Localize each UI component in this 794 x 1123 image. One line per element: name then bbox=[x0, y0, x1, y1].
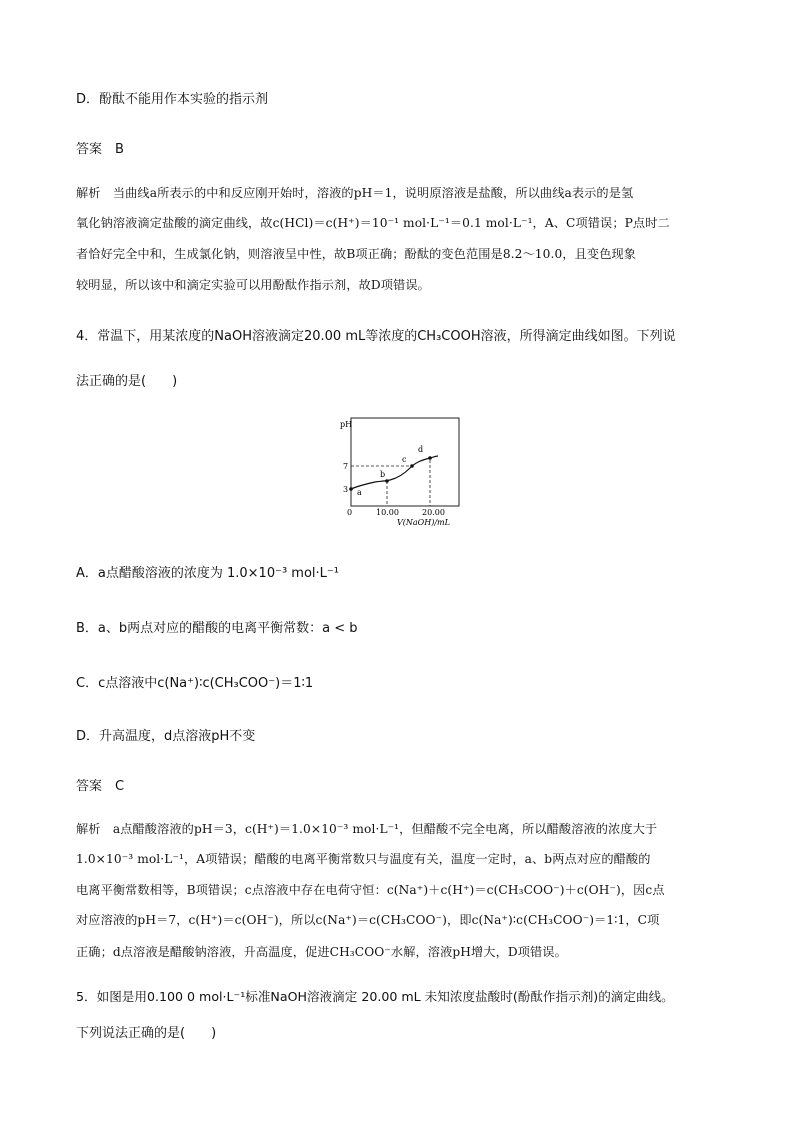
point-c-marker bbox=[410, 464, 414, 468]
q4-option-c: C．c点溶液中c(Na⁺)∶c(CH₃COO⁻)＝1∶1 bbox=[76, 676, 314, 691]
point-d-marker bbox=[428, 456, 432, 460]
q4-stem-line-1: 4．常温下，用某浓度的NaOH溶液滴定20.00 mL等浓度的CH₃COOH溶液，所得滴定曲线如图。下列说 bbox=[76, 329, 676, 344]
q3-answer: 答案 B bbox=[76, 142, 124, 157]
y-tick-7: 7 bbox=[343, 462, 349, 471]
q4-explanation-line-4: 对应溶液的pH＝7，c(H⁺)＝c(OH⁻)，所以c(Na⁺)＝c(CH₃COO⁻)，即c(Na⁺)∶c(CH₃COO⁻)＝1∶1，C项 bbox=[76, 913, 660, 927]
q5-stem-line-2: 下列说法正确的是( ) bbox=[76, 1026, 217, 1041]
titration-curve-figure bbox=[330, 414, 470, 534]
q4-option-b: B．a、b两点对应的醋酸的电离平衡常数：a < b bbox=[76, 621, 358, 636]
q4-explanation-line-2: 1.0×10⁻³ mol·L⁻¹，A项错误；醋酸的电离平衡常数只与温度有关，温度一定时，a、b两点对应的醋酸的 bbox=[76, 852, 651, 866]
point-a-label: a bbox=[357, 488, 362, 497]
q4-option-d: D．升高温度，d点溶液pH不变 bbox=[76, 729, 256, 744]
q4-option-a: A．a点醋酸溶液的浓度为 1.0×10⁻³ mol·L⁻¹ bbox=[76, 566, 339, 581]
y-tick-3: 3 bbox=[343, 485, 349, 494]
x-axis-label: V(NaOH)/mL bbox=[397, 518, 450, 527]
q4-explanation-line-5: 正确；d点溶液是醋酸钠溶液，升高温度，促进CH₃COO⁻水解，溶液pH增大，D项错误。 bbox=[76, 945, 567, 959]
q4-explanation-line-1: 解析 a点醋酸溶液的pH＝3，c(H⁺)＝1.0×10⁻³ mol·L⁻¹，但醋酸不完全电离，所以醋酸溶液的浓度大于 bbox=[76, 822, 658, 836]
point-b-label: b bbox=[380, 470, 386, 479]
titration-curve bbox=[351, 456, 438, 489]
q4-stem-line-2: 法正确的是( ) bbox=[76, 374, 178, 389]
x-tick-10: 10.00 bbox=[376, 508, 399, 517]
y-axis-label: pH bbox=[340, 420, 353, 429]
point-a-marker bbox=[349, 487, 353, 491]
origin-label: 0 bbox=[347, 508, 353, 517]
q3-explanation-line-1: 解析 当曲线a所表示的中和反应刚开始时，溶液的pH＝1，说明原溶液是盐酸，所以曲线a表示的是氢 bbox=[76, 186, 634, 200]
point-b-marker bbox=[385, 479, 389, 483]
point-d-label: d bbox=[418, 445, 424, 454]
q4-answer: 答案 C bbox=[76, 779, 125, 794]
q3-option-d: D．酚酞不能用作本实验的指示剂 bbox=[76, 92, 269, 107]
q5-stem-line-1: 5．如图是用0.100 0 mol·L⁻¹标准NaOH溶液滴定 20.00 mL 未知浓度盐酸时(酚酞作指示剂)的滴定曲线。 bbox=[76, 989, 674, 1004]
point-c-label: c bbox=[402, 455, 407, 464]
q4-explanation-line-3: 电离平衡常数相等，B项错误；c点溶液中存在电荷守恒：c(Na⁺)＋c(H⁺)＝c(CH₃COO⁻)＋c(OH⁻)，因c点 bbox=[76, 883, 665, 897]
x-tick-20: 20.00 bbox=[422, 508, 445, 517]
q3-explanation-line-4: 较明显，所以该中和滴定实验可以用酚酞作指示剂，故D项错误。 bbox=[76, 278, 430, 292]
titration-curve-svg bbox=[330, 414, 470, 534]
q3-explanation-line-2: 氧化钠溶液滴定盐酸的滴定曲线，故c(HCl)＝c(H⁺)＝10⁻¹ mol·L⁻¹＝0.1 mol·L⁻¹，A、C项错误；P点时二 bbox=[76, 216, 670, 230]
q3-explanation-line-3: 者恰好完全中和，生成氯化钠，则溶液呈中性，故B项正确；酚酞的变色范围是8.2～10.0，且变色现象 bbox=[76, 247, 637, 261]
